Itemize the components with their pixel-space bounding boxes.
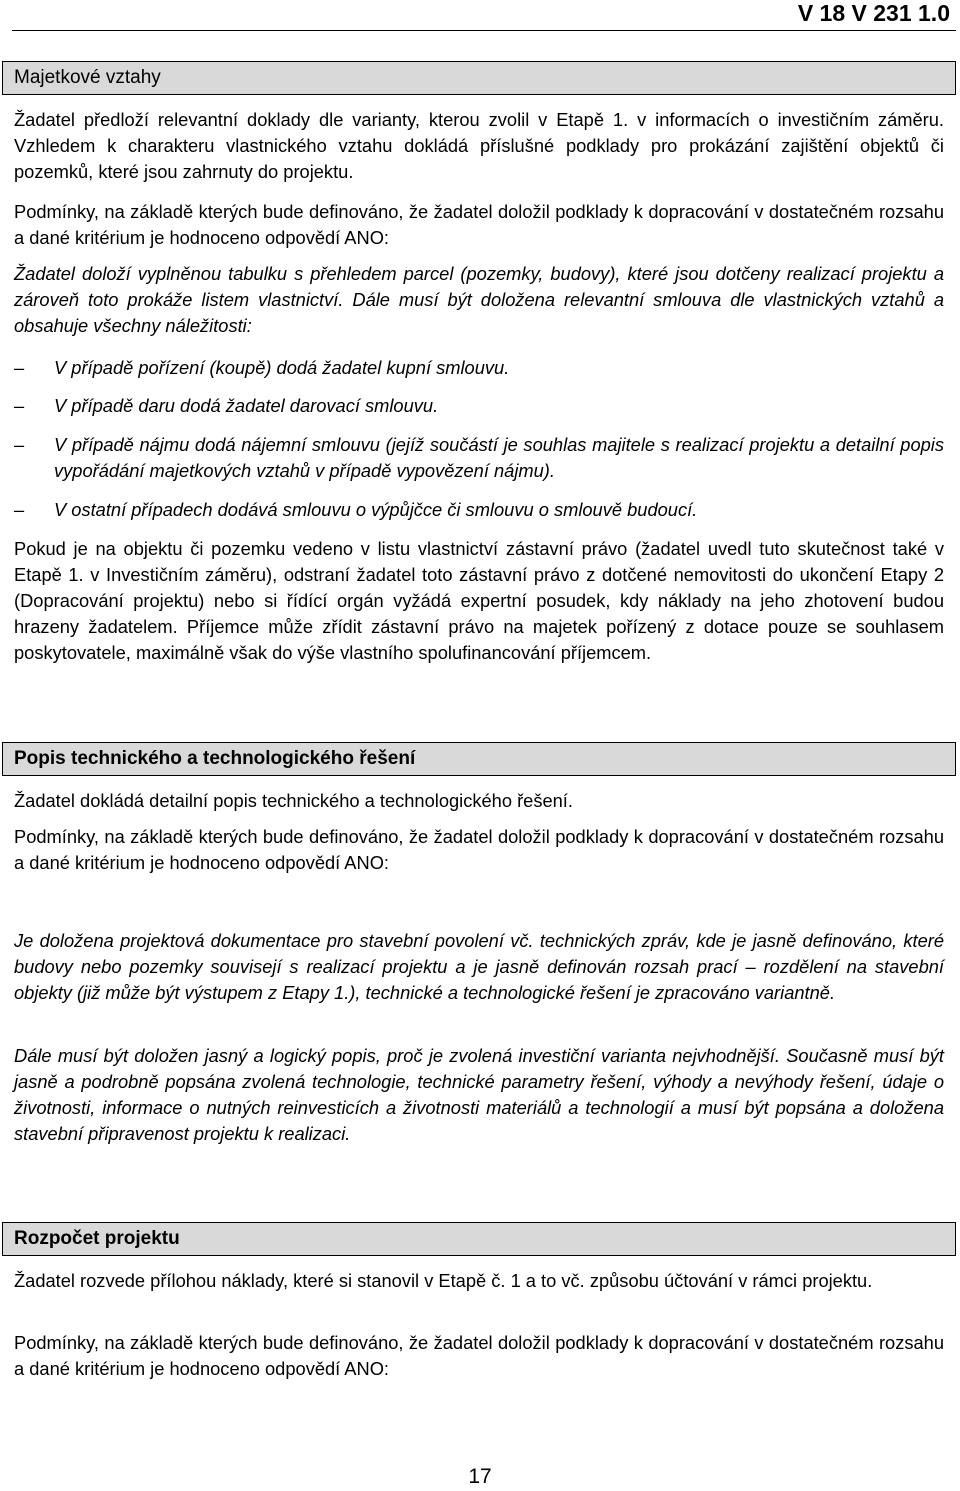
list-item-text: V případě pořízení (koupě) dodá žadatel kupní smlouvu. bbox=[54, 357, 510, 378]
list-item-text: V případě daru dodá žadatel darovací smlouvu. bbox=[54, 395, 439, 416]
section-heading-popis-reseni: Popis technického a technologického řešení bbox=[2, 742, 956, 776]
popis-conditions-paragraph: Podmínky, na základě kterých bude definováno, že žadatel doložil podklady k dopracování v dostatečném rozsahu a dané kritérium je hodnoceno odpovědí ANO: bbox=[14, 826, 944, 873]
list-item bbox=[14, 497, 944, 523]
dash-bullet-icon: – bbox=[14, 357, 25, 378]
rozpocet-paragraph-1: Žadatel rozvede přílohou náklady, které si stanovil v Etapě č. 1 a to vč. způsobu účtování v rámci projektu. bbox=[14, 1270, 873, 1291]
page-number: 17 bbox=[468, 1465, 492, 1488]
dash-bullet-icon: – bbox=[14, 395, 25, 416]
rozpocet-conditions-paragraph: Podmínky, na základě kterých bude definováno, že žadatel doložil podklady k dopracování v dostatečném rozsahu a dané kritérium je hodnoceno odpovědí ANO: bbox=[14, 1332, 944, 1379]
document-code: V 18 V 231 1.0 bbox=[797, 0, 950, 26]
list-item bbox=[14, 432, 944, 484]
popis-description-paragraph: Dále musí být doložen jasný a logický popis, proč je zvolená investiční varianta nejvhodnější. Současně musí být jasně a podrobně popsána zvolená technologie, technické parametry řešení, výhody a nevýhody řešení, údaje o životnosti, informace o nutných reinvesticích a životnosti materiálů a technologií a musí být popsána a doložena stavební připravenost projektu k realizaci. bbox=[14, 1045, 944, 1144]
section-heading-majetkove-vztahy: Majetkové vztahy bbox=[2, 61, 956, 95]
header-rule bbox=[12, 30, 956, 31]
dash-bullet-icon: – bbox=[14, 499, 25, 520]
dash-bullet-icon: – bbox=[14, 434, 25, 455]
majetkove-paragraph-1: Žadatel předloží relevantní doklady dle varianty, kterou zvolil v Etapě 1. v informacích o investičním záměru. Vzhledem k charakteru vlastnického vztahu dokládá příslušné podklady pro prokázání zajištění objektů či pozemků, které jsou zahrnuty do projektu. bbox=[14, 109, 944, 182]
list-item-text: V případě nájmu dodá nájemní smlouvu (jejíž součástí je souhlas majitele s realizací projektu a detailní popis vypořádání majetkových vztahů v případě vypovězení nájmu). bbox=[54, 434, 944, 481]
list-item bbox=[14, 355, 944, 381]
list-item bbox=[14, 393, 944, 419]
popis-documentation-paragraph: Je doložena projektová dokumentace pro stavební povolení vč. technických zpráv, kde je jasně definováno, které budovy nebo pozemky souvisejí s realizací projektu a je jasně definován rozsah prací – rozdělení na stavební objekty (již může být výstupem z Etapy 1.), technické a technologické řešení je zpracováno variantně. bbox=[14, 930, 944, 1003]
popis-paragraph-1: Žadatel dokládá detailní popis technického a technologického řešení. bbox=[14, 790, 573, 811]
section-heading-rozpocet-projektu: Rozpočet projektu bbox=[2, 1222, 956, 1256]
majetkove-conditions-paragraph: Podmínky, na základě kterých bude definováno, že žadatel doložil podklady k dopracování v dostatečném rozsahu a dané kritérium je hodnoceno odpovědí ANO: bbox=[14, 201, 944, 248]
majetkove-requirements-paragraph: Žadatel doloží vyplněnou tabulku s přehledem parcel (pozemky, budovy), které jsou dotčeny realizací projektu a zároveň toto prokáže listem vlastnictví. Dále musí být doložena relevantní smlouva dle vlastnických vztahů a obsahuje všechny náležitosti: bbox=[14, 263, 944, 336]
majetkove-lien-paragraph: Pokud je na objektu či pozemku vedeno v listu vlastnictví zástavní právo (žadatel uvedl tuto skutečnost také v Etapě 1. v Investičním záměru), odstraní žadatel toto zástavní právo z dotčené nemovitosti do ukončení Etapy 2 (Dopracování projektu) nebo si řídící orgán vyžádá expertní posudek, kdy náklady na jeho zhotovení budou hrazeny žadatelem. Příjemce může zřídit zástavní právo na majetek pořízený z dotace pouze se souhlasem poskytovatele, maximálně však do výše vlastního spolufinancování příjemcem. bbox=[14, 538, 944, 663]
list-item-text: V ostatní případech dodává smlouvu o výpůjčce či smlouvu o smlouvě budoucí. bbox=[54, 499, 698, 520]
